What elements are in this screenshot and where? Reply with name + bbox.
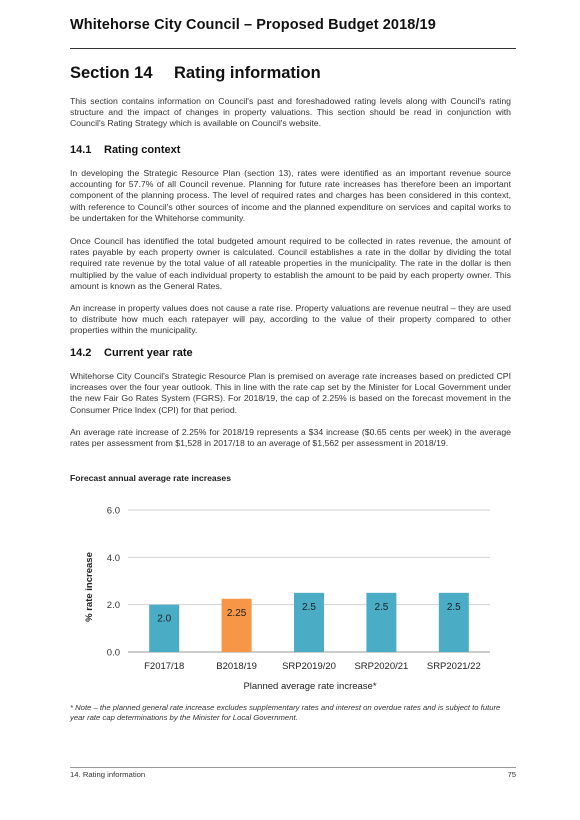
chart-x-tick-label: SRP2020/21 bbox=[354, 661, 409, 672]
chart-y-tick-label: 6.0 bbox=[106, 505, 120, 517]
subsection-title: Current year rate bbox=[104, 347, 193, 359]
subsection-number: 14.1 bbox=[70, 144, 92, 156]
current-rate-paragraph-2: An average rate increase of 2.25% for 2018/19 represents a $34 increase ($0.65 cents per week) in the average rates per assessment from $1,528 in 2017/18 to an average of $1,562 per assessment in 2018/19. bbox=[70, 427, 511, 449]
current-rate-paragraph-1: Whitehorse City Council's Strategic Resource Plan is premised on average rate increases based on predicted CPI increases over the four year outlook. This in line with the rate cap set by the Minister for Local Government under the new Fair Go Rates System (FGRS). For 2018/19, the cap of 2.25% is based on the forecast movement in the Consumer Price Index (CPI) for that period. bbox=[70, 371, 511, 415]
section-number: Section 14 bbox=[70, 64, 153, 82]
subsection-number: 14.2 bbox=[70, 347, 92, 359]
chart-title: Forecast annual average rate increases bbox=[70, 473, 231, 483]
section-title: Rating information bbox=[174, 64, 321, 82]
subsection-heading-14-2 bbox=[70, 347, 193, 359]
chart-bar bbox=[149, 605, 179, 652]
chart-y-tick-label: 4.0 bbox=[106, 552, 120, 564]
chart-data-label: 2.25 bbox=[226, 607, 247, 619]
subsection-title: Rating context bbox=[104, 144, 181, 156]
chart-data-label: 2.5 bbox=[374, 601, 389, 613]
intro-paragraph: This section contains information on Council's past and foreshadowed rating levels along with Council's rating structure and the impact of changes in property valuations. This section should be read in conjunction with Council's Rating Strategy which is available on Council's website. bbox=[70, 96, 511, 129]
chart-y-tick-label: 0.0 bbox=[106, 647, 120, 659]
section-heading bbox=[70, 64, 321, 83]
chart-bar bbox=[222, 599, 252, 652]
footer-divider bbox=[70, 767, 516, 768]
rating-context-paragraph-3: An increase in property values does not cause a rate rise. Property valuations are revenue neutral – they are used to distribute how much each ratepayer will pay, according to the value of their property compared to other properties within the municipality. bbox=[70, 303, 511, 336]
header-divider bbox=[70, 48, 516, 49]
chart-x-tick-label: SRP2019/20 bbox=[282, 661, 336, 672]
chart-x-tick-label: SRP2021/22 bbox=[426, 661, 481, 672]
page-number: 75 bbox=[507, 770, 516, 779]
chart-y-tick-label: 2.0 bbox=[106, 600, 120, 612]
chart-svg bbox=[70, 495, 516, 700]
document-header: Whitehorse City Council – Proposed Budget 2018/19 bbox=[70, 17, 436, 33]
rating-context-paragraph-2: Once Council has identified the total budgeted amount required to be collected in rates revenue, the amount of rates payable by each property owner is calculated. Council establishes a rate in the dollar by dividing the total required rate revenue by the total value of all rateable properties in the municipality. The rate in the dollar is then multiplied by the value of each individual property to establish the amount to be paid by each property owner. This amount is known as the General Rates. bbox=[70, 236, 511, 291]
rating-context-paragraph-1: In developing the Strategic Resource Plan (section 13), rates were identified as an important revenue source accounting for 57.7% of all Council revenue. Planning for future rate increases has therefore been an important component of the planning process. The level of required rates and charges has been considered in this context, with reference to Council's other sources of income and the planned expenditure on services and capital works to be undertaken for the Whitehorse community. bbox=[70, 168, 511, 223]
subsection-heading-14-1 bbox=[70, 144, 180, 156]
chart-x-axis-label: Planned average rate increase* bbox=[243, 681, 377, 692]
chart-x-tick-label: F2017/18 bbox=[144, 661, 185, 672]
chart-x-ticks bbox=[144, 661, 481, 672]
rate-increase-chart bbox=[70, 495, 516, 700]
chart-footnote: * Note – the planned general rate increase excludes supplementary rates and interest on overdue rates and is subject to future year rate cap determinations by the Minister for Local Government. bbox=[70, 703, 501, 723]
chart-y-ticks bbox=[107, 506, 120, 659]
chart-y-axis-label: % rate increase bbox=[84, 552, 95, 622]
chart-x-tick-label: B2018/19 bbox=[216, 661, 257, 672]
chart-data-label: 2.5 bbox=[302, 601, 316, 613]
chart-data-label: 2.5 bbox=[446, 601, 461, 613]
chart-data-label: 2.0 bbox=[157, 613, 172, 625]
footer-section-label: 14. Rating information bbox=[70, 770, 146, 779]
